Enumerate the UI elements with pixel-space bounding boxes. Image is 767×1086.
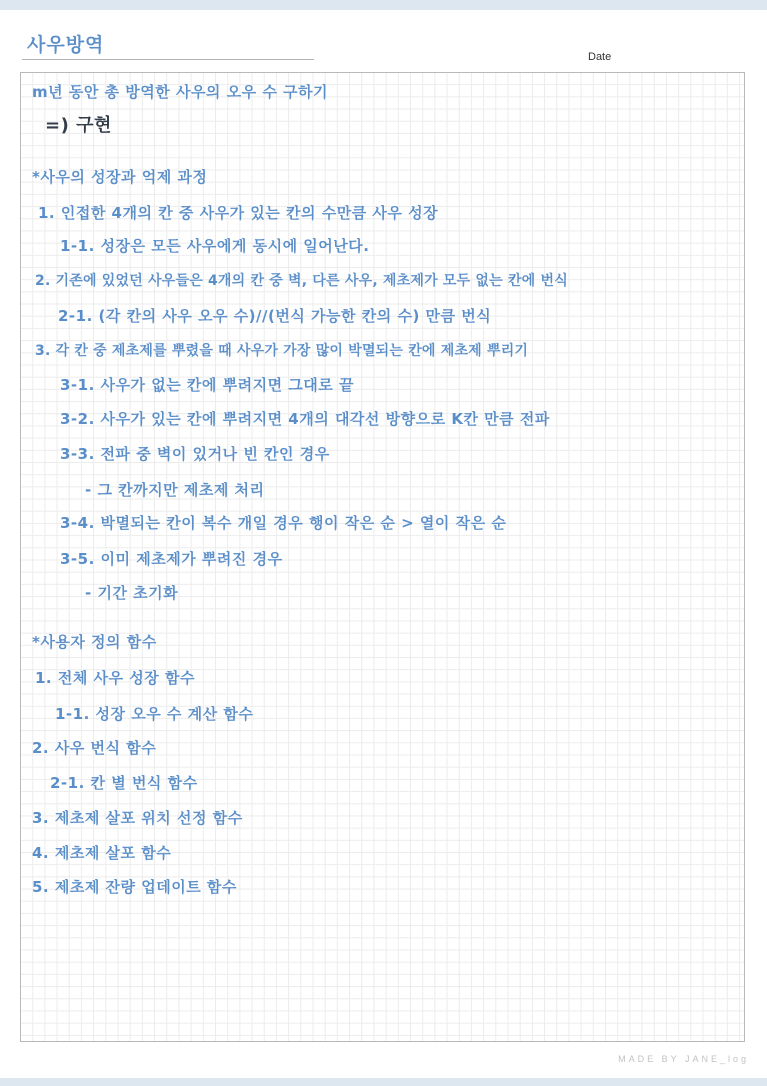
note-line: 3. 제초제 살포 위치 선정 함수 [32, 809, 243, 827]
note-line: - 그 칸까지만 제초제 처리 [85, 481, 265, 499]
note-line: 1-1. 성장 오우 수 계산 함수 [55, 705, 254, 723]
note-line: 5. 제초제 잔량 업데이트 함수 [32, 878, 237, 896]
note-line: 2-1. (각 칸의 사우 오우 수)//(번식 가능한 칸의 수) 만큼 번식 [58, 307, 492, 325]
bottom-band [0, 1078, 767, 1086]
page-title: 사우방역 [27, 34, 105, 56]
note-line: 3-1. 사우가 없는 칸에 뿌려지면 그대로 끝 [60, 376, 354, 394]
note-line: 3. 각 칸 중 제초제를 뿌렸을 때 사우가 가장 많이 박멸되는 칸에 제초제 뿌리기 [35, 343, 529, 359]
note-line: 2. 기존에 있었던 사우들은 4개의 칸 중 벽, 다른 사우, 제초제가 모두 없는 칸에 번식 [35, 273, 568, 289]
note-line: 3-5. 이미 제초제가 뿌려진 경우 [60, 550, 283, 568]
note-line-approach: =) 구현 [45, 115, 112, 136]
note-line-problem: m년 동안 총 방역한 사우의 오우 수 구하기 [32, 83, 329, 101]
note-heading-functions: *사용자 정의 함수 [32, 633, 157, 651]
note-line: 3-4. 박멸되는 칸이 복수 개일 경우 행이 작은 순 > 열이 작은 순 [60, 514, 507, 532]
note-line: 1. 전체 사우 성장 함수 [35, 669, 195, 687]
date-label: Date [588, 51, 612, 63]
note-line: 2. 사우 번식 함수 [32, 739, 157, 757]
top-band [0, 0, 767, 10]
note-line: 1. 인접한 4개의 칸 중 사우가 있는 칸의 수만큼 사우 성장 [38, 204, 439, 222]
footer-credit: MADE BY JANE_log [618, 1054, 749, 1064]
note-line: 2-1. 칸 별 번식 함수 [50, 774, 198, 792]
note-line: 3-2. 사우가 있는 칸에 뿌려지면 4개의 대각선 방향으로 K칸 만큼 전파 [60, 410, 550, 428]
note-heading-process: *사우의 성장과 억제 과정 [32, 168, 208, 186]
note-line: 4. 제초제 살포 함수 [32, 844, 172, 862]
title-underline [22, 59, 314, 60]
note-line: - 기간 초기화 [85, 584, 179, 602]
note-line: 1-1. 성장은 모든 사우에게 동시에 일어난다. [60, 237, 370, 255]
note-line: 3-3. 전파 중 벽이 있거나 빈 칸인 경우 [60, 445, 330, 463]
